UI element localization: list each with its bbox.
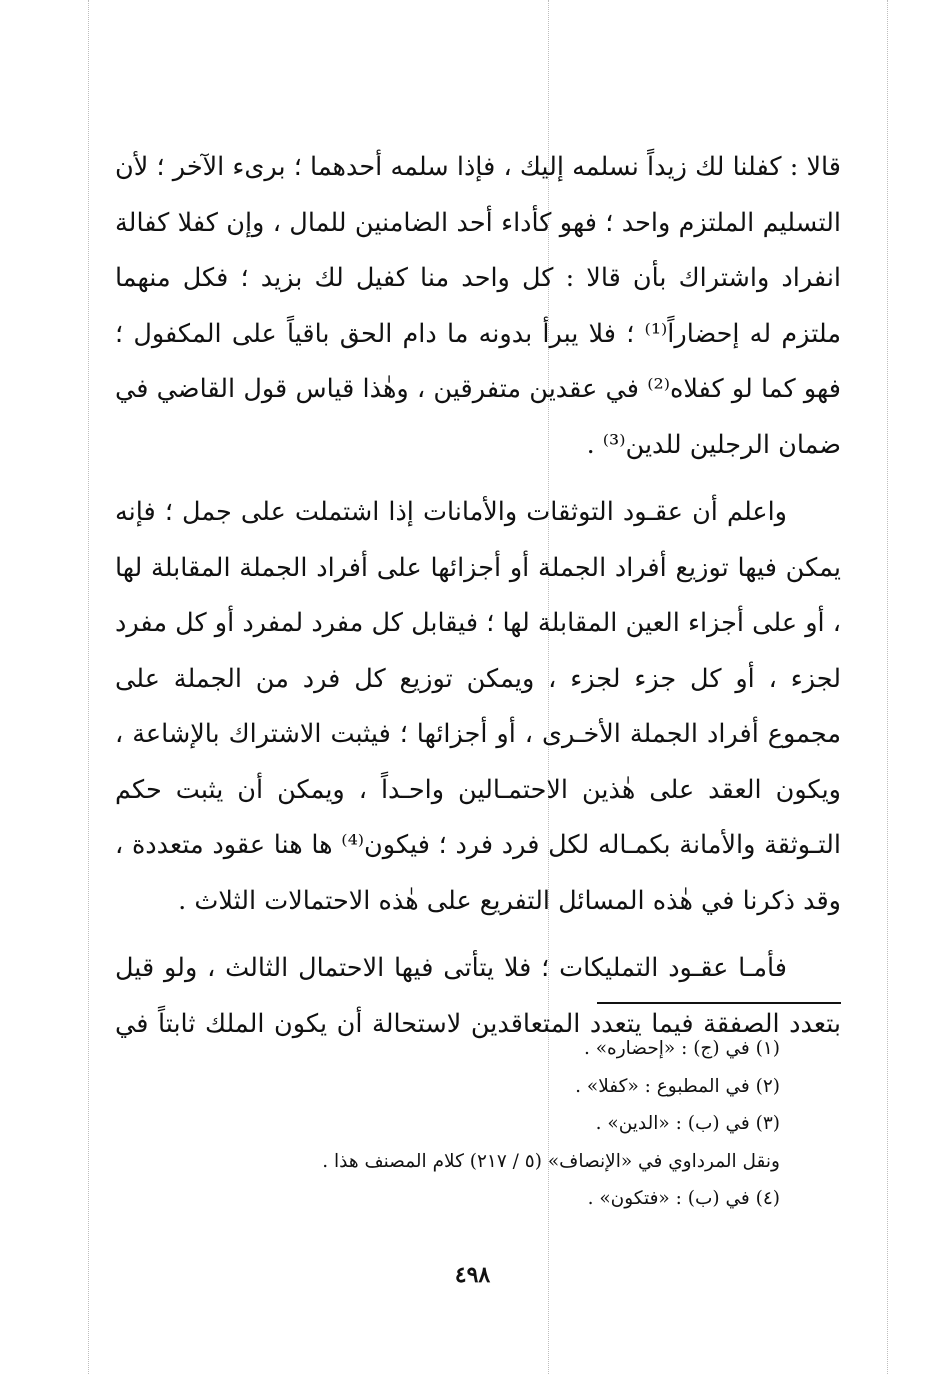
footnote-separator bbox=[597, 1002, 841, 1004]
paragraph-2: واعلم أن عقـود التوثقات والأمانات إذا اشتملت على جمل ؛ فإنه يمكن فيها توزيع أفراد الجملة أو أجزائها على أفراد الجملة المقابلة لها ، أو على أجزاء العين المقابلة لها ؛ فيقابل كل مفرد لمفرد أو كل مفرد لجزء ، أو كل جزء لجزء ، ويمكن توزيع كل فرد من الجملة على مجموع أفراد الجملة الأخـرى ، أو أجزائها ؛ فيثبت الاشتراك بالإشاعة ، ويكون العقد على هٰذين الاحتمـالين واحـداً ، ويمكن أن يثبت حكم التـوثقة والأمانة بكمـاله لكل فرد فرد ؛ فيكون⁽⁴⁾ ها هنا عقود متعددة ، وقد ذكرنا في هٰذه المسائل التفريع على هٰذه الاحتمالات الثلاث . bbox=[115, 497, 841, 916]
footnote-3: (٣) في (ب) : «الدين» . bbox=[595, 1113, 780, 1134]
scan-guide-right bbox=[887, 0, 888, 1374]
footnotes bbox=[200, 1030, 780, 1218]
main-text bbox=[115, 140, 841, 1052]
paragraph-1: قالا : كفلنا لك زيداً نسلمه إليك ، فإذا سلمه أحدهما ؛ برىء الآخر ؛ لأن التسليم الملتزم واحد ؛ فهو كأداء أحد الضامنين للمال ، وإن كفلا كفالة انفراد واشتراك بأن قالا : كل واحد منا كفيل لك بزيد ؛ فكل منهما ملتزم له إحضاراً⁽¹⁾ ؛ فلا يبرأ بدونه ما دام الحق باقياً على المكفول ؛ فهو كما لو كفلاه⁽²⁾ في عقدين متفرقين ، وهٰذا قياس قول القاضي في ضمان الرجلين للدين⁽³⁾ . bbox=[115, 152, 841, 460]
footnote-2: (٢) في المطبوع : «كفلا» . bbox=[575, 1075, 780, 1097]
footnote-4: (٤) في (ب) : «فتكون» . bbox=[587, 1188, 780, 1209]
footnote-3-note: ونقل المرداوي في «الإنصاف» (٥ / ٢١٧) كلام المصنف هذا . bbox=[322, 1150, 780, 1172]
scan-guide-left bbox=[88, 0, 89, 1374]
footnote-1: (١) في (ج) : «إحضاره» . bbox=[583, 1038, 780, 1059]
page-number: ٤٩٨ bbox=[454, 1262, 491, 1288]
paragraph-3: فأمـا عقـود التمليكات ؛ فلا يتأتى فيها الاحتمال الثالث ، ولو قيل بتعدد الصفقة فيما يتعدد المتعاقدين لاستحالة أن يكون الملك ثابتاً في bbox=[115, 953, 841, 1039]
